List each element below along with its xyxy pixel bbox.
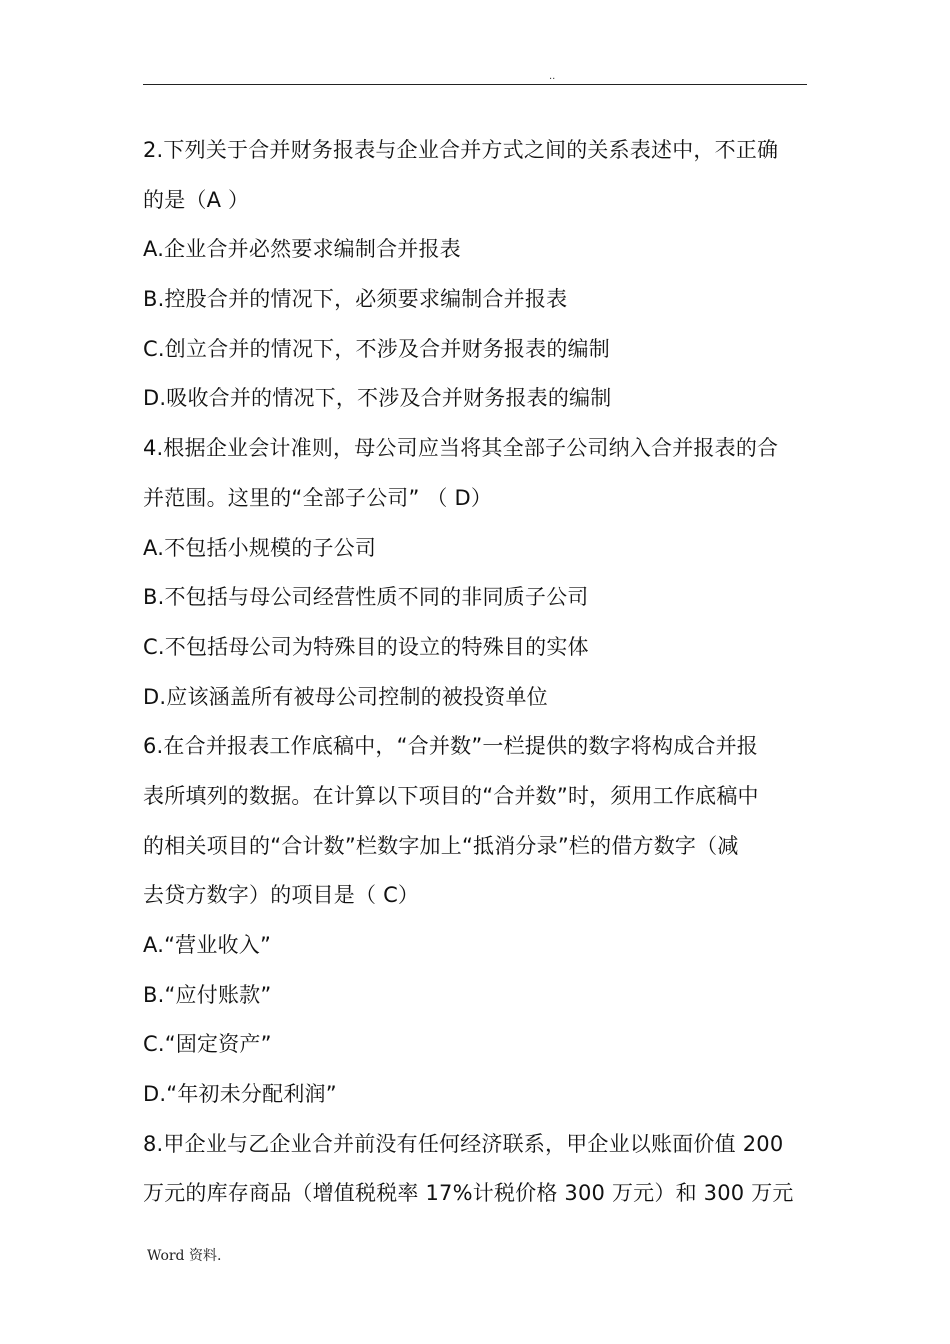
question-2-line-1: 2.下列关于合并财务报表与企业合并方式之间的关系表述中，不正确 xyxy=(143,138,779,162)
question-8-line-2: 万元的库存商品（增值税税率 17%计税价格 300 万元）和 300 万元 xyxy=(143,1181,794,1206)
question-6-line-3: 的相关项目的“合计数”栏数字加上“抵消分录”栏的借方数字（减 xyxy=(143,833,739,858)
question-4-line-1: 4.根据企业会计准则，母公司应当将其全部子公司纳入合并报表的合 xyxy=(143,436,779,461)
document-body xyxy=(143,126,807,1219)
question-2-line-2: 的是（A ） xyxy=(143,187,250,212)
question-2-option-b: B.控股合并的情况下，必须要求编制合并报表 xyxy=(143,287,568,312)
question-8-line-1: 8.甲企业与乙企业合并前没有任何经济联系，甲企业以账面价值 200 xyxy=(143,1131,784,1156)
question-4-option-d: D.应该涵盖所有被母公司控制的被投资单位 xyxy=(143,684,548,709)
question-4-line-2: 并范围。这里的“全部子公司” （ D） xyxy=(143,485,493,510)
question-2-option-d: D.吸收合并的情况下，不涉及合并财务报表的编制 xyxy=(143,386,612,411)
question-6-line-4: 去贷方数字）的项目是（ C） xyxy=(143,883,420,908)
question-4-option-b: B.不包括与母公司经营性质不同的非同质子公司 xyxy=(143,585,589,610)
question-4-option-a: A.不包括小规模的子公司 xyxy=(143,535,377,560)
header-rule xyxy=(143,84,807,85)
footer-text: Word 资料. xyxy=(147,1248,222,1264)
question-2-option-a: A.企业合并必然要求编制合并报表 xyxy=(143,237,461,262)
question-6-option-c: C.“固定资产” xyxy=(143,1032,272,1057)
header-mark: .. xyxy=(549,71,556,82)
question-6-option-b: B.“应付账款” xyxy=(143,982,272,1007)
question-6-option-d: D.“年初未分配利润” xyxy=(143,1082,337,1107)
question-6-line-2: 表所填列的数据。在计算以下项目的“合并数”时，须用工作底稿中 xyxy=(143,783,759,808)
question-4-option-c: C.不包括母公司为特殊目的设立的特殊目的实体 xyxy=(143,634,589,659)
question-6-line-1: 6.在合并报表工作底稿中，“合并数”一栏提供的数字将构成合并报 xyxy=(143,734,758,759)
question-6-option-a: A.“营业收入” xyxy=(143,933,272,957)
question-2-option-c: C.创立合并的情况下，不涉及合并财务报表的编制 xyxy=(143,336,610,361)
